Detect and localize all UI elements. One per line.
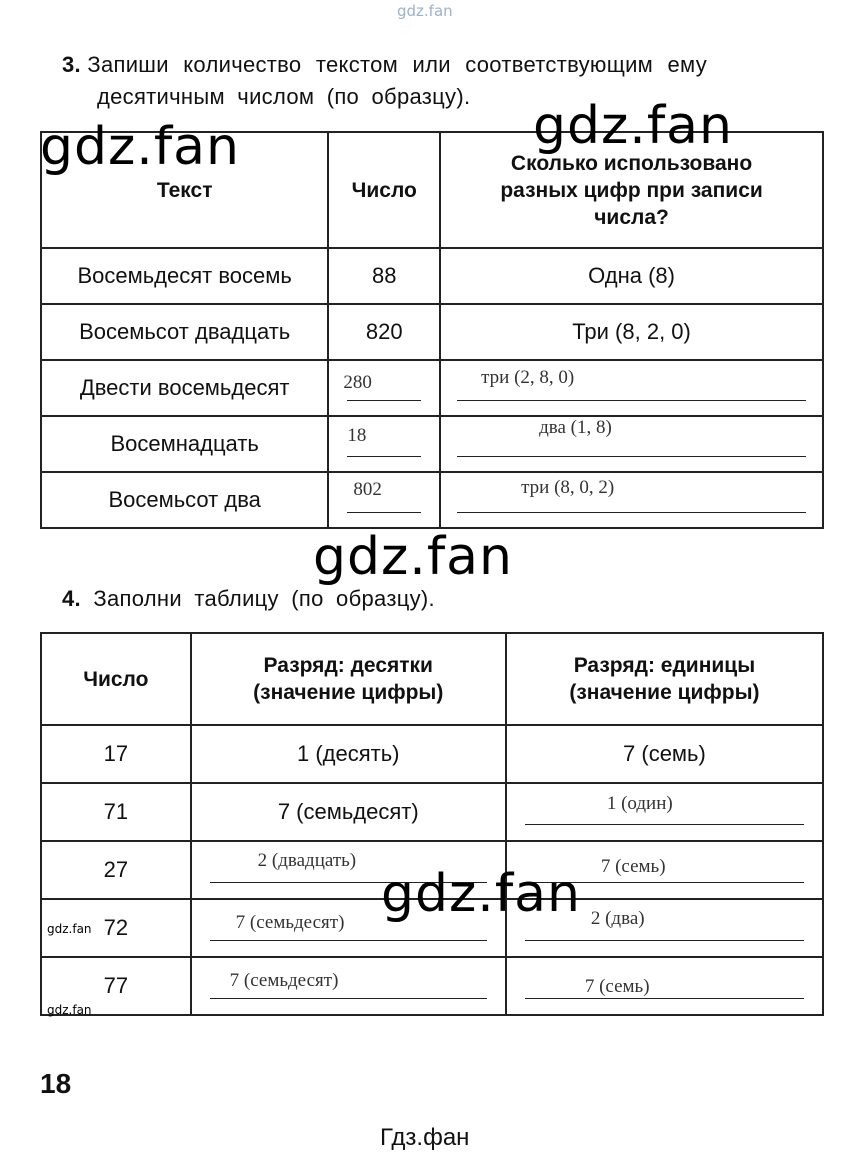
task4-cell-number: 77	[41, 957, 191, 1015]
task3-cell-number-answer	[328, 472, 440, 528]
handwritten-answer: 2 (двадцать)	[257, 850, 357, 871]
answer-line	[457, 456, 806, 457]
task3-table	[40, 131, 824, 529]
handwritten-answer: 7 (семь)	[600, 856, 666, 877]
handwritten-answer: 280	[343, 372, 372, 393]
task3-header-text: Текст	[41, 132, 328, 248]
task3-instruction	[62, 49, 832, 80]
table-row	[41, 360, 823, 416]
task4-cell-ones: 7 (семь)	[506, 725, 823, 783]
task4-number: 4.	[62, 586, 81, 611]
task3-cell-digits: Одна (8)	[440, 248, 823, 304]
task3-cell-digits-answer	[440, 472, 823, 528]
footer-text: Гдз.фан	[380, 1124, 470, 1151]
task3-cell-digits: Три (8, 2, 0)	[440, 304, 823, 360]
answer-line	[210, 998, 487, 999]
handwritten-answer: 802	[353, 479, 382, 500]
task4-cell-ones-answer	[506, 783, 823, 841]
task3-cell-number: 820	[328, 304, 440, 360]
handwritten-answer: 1 (один)	[606, 793, 673, 814]
handwritten-answer: 2 (два)	[590, 908, 645, 929]
table-row	[41, 248, 823, 304]
task4-header-tens: Разряд: десятки (значение цифры)	[191, 633, 506, 725]
task3-cell-text: Двести восемьдесят	[41, 360, 328, 416]
task3-cell-digits-answer	[440, 416, 823, 472]
answer-line	[347, 400, 421, 401]
task3-number: 3.	[62, 52, 81, 77]
task4-cell-tens: 1 (десять)	[191, 725, 506, 783]
table-row	[41, 416, 823, 472]
table-row	[41, 783, 823, 841]
task3-line1: Запиши количество текстом или соответствующим ему	[87, 52, 708, 77]
task4-cell-number: 17	[41, 725, 191, 783]
task4-cell-number: 71	[41, 783, 191, 841]
task4-table	[40, 632, 824, 1016]
handwritten-answer: 18	[347, 425, 367, 446]
task4-cell-ones-answer	[506, 957, 823, 1015]
table-row	[41, 304, 823, 360]
task4-cell-tens: 7 (семьдесят)	[191, 783, 506, 841]
task3-line2: десятичным числом (по образцу).	[97, 84, 471, 109]
watermark-small: gdz.fan	[47, 1003, 92, 1017]
task3-header-digits: Сколько использовано разных цифр при записи числа?	[440, 132, 823, 248]
handwritten-answer: три (2, 8, 0)	[481, 367, 575, 388]
task4-cell-tens-answer	[191, 957, 506, 1015]
task4-header-ones: Разряд: единицы (значение цифры)	[506, 633, 823, 725]
task4-cell-number: gdz.fan 72	[41, 899, 191, 957]
task3-cell-number: 88	[328, 248, 440, 304]
task3-cell-text: Восемьдесят восемь	[41, 248, 328, 304]
watermark-big: gdz.fan	[40, 117, 240, 177]
task4-title: Заполни таблицу (по образцу).	[93, 586, 435, 611]
answer-line	[525, 824, 804, 825]
answer-line	[347, 456, 421, 457]
watermark-big: gdz.fan	[381, 864, 581, 924]
watermark-top: gdz.fan	[397, 2, 453, 20]
task3-header-number: Число	[328, 132, 440, 248]
task3-cell-text: Восемьсот два	[41, 472, 328, 528]
task3-cell-digits-answer	[440, 360, 823, 416]
task3-cell-text: Восемнадцать	[41, 416, 328, 472]
task3-cell-number-answer	[328, 360, 440, 416]
page-number: 18	[40, 1068, 72, 1099]
answer-line	[210, 940, 487, 941]
watermark-small: gdz.fan	[47, 922, 92, 936]
answer-line	[457, 400, 806, 401]
task4-instruction	[62, 583, 435, 614]
answer-line	[457, 512, 806, 513]
answer-line	[525, 998, 804, 999]
answer-line	[347, 512, 421, 513]
handwritten-answer: три (8, 0, 2)	[521, 477, 615, 498]
watermark-big: gdz.fan	[313, 527, 513, 587]
task3-cell-number-answer	[328, 416, 440, 472]
task4-header-number: Число	[41, 633, 191, 725]
watermark-big: gdz.fan	[533, 96, 733, 156]
task4-cell-number: 27	[41, 841, 191, 899]
table-row	[41, 472, 823, 528]
handwritten-answer: 7 (семьдесят)	[229, 970, 339, 991]
table-row	[41, 957, 823, 1015]
handwritten-answer: два (1, 8)	[539, 417, 612, 438]
table-row	[41, 725, 823, 783]
task4-header-row	[41, 633, 823, 725]
handwritten-answer: 7 (семьдесят)	[235, 912, 345, 933]
task3-cell-text: Восемьсот двадцать	[41, 304, 328, 360]
answer-line	[525, 940, 804, 941]
handwritten-answer: 7 (семь)	[584, 976, 650, 997]
